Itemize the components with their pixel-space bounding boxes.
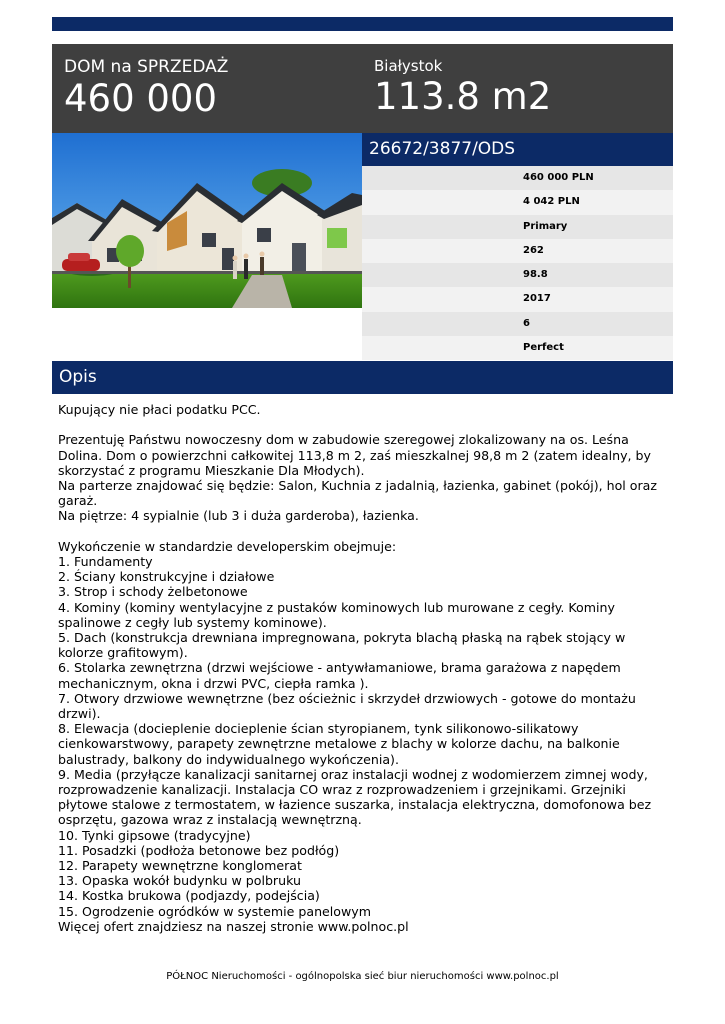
spec-row-market xyxy=(362,215,673,239)
description-line: 15. Ogrodzenie ogródków w systemie panelowym xyxy=(58,903,372,919)
listing-reference: 26672/3877/ODS xyxy=(362,133,673,166)
listing-city: Białystok xyxy=(374,57,443,75)
description-line: 10. Tynki gipsowe (tradycyjne) xyxy=(58,827,251,843)
description-line: 8. Elewacja (docieplenie docieplenie ścian styropianem, tynk silikonowo-silikatowy cienkowarstwowy, parapety zewnętrzne metalowe z blachy w kolorze dachu, na balkonie balustrady, balkony do indywidualnego wykończenia). xyxy=(58,721,620,767)
spec-table xyxy=(362,166,673,360)
description-text xyxy=(58,402,670,934)
spec-row-price-per-m2 xyxy=(362,190,673,214)
listing-area: 113.8 m2 xyxy=(374,75,552,118)
description-line: 9. Media (przyłącze kanalizacji sanitarnej oraz instalacji wodnej z wodomierzem zimnej wody, rozprowadzenie kanalizacji. Instalacja CO wraz z rozprowadzeniem i grzejnikami. Grzejniki płytowe stalowe z termostatem, w łazience suszarka, instalacja elektryczna, domofonowa bez osprzętu, gazowa wraz z instalacją wewnętrzną. xyxy=(58,766,652,828)
description-line xyxy=(58,524,670,539)
description-line: 11. Posadzki (podłoża betonowe bez podłóg) xyxy=(58,842,340,858)
description-line: 2. Ściany konstrukcyjne i działowe xyxy=(58,569,275,585)
spec-row-lot xyxy=(362,239,673,263)
spec-value: 262 xyxy=(523,244,544,256)
property-photo xyxy=(52,133,362,308)
description-line: Na piętrze: 4 sypialnie (lub 3 i duża garderoba), łazienka. xyxy=(58,508,419,524)
description-line: Wykończenie w standardzie developerskim obejmuje: xyxy=(58,538,397,554)
page-footer: PÓŁNOC Nieruchomości - ogólnopolska sieć biur nieruchomości www.polnoc.pl xyxy=(166,971,559,982)
description-line: Więcej ofert znajdziesz na naszej stronie www.polnoc.pl xyxy=(58,918,409,934)
description-line: 13. Opaska wokół budynku w polbruku xyxy=(58,873,301,889)
spec-value: Primary xyxy=(523,220,568,232)
description-line: 12. Parapety wewnętrzne konglomerat xyxy=(58,858,302,874)
header-left xyxy=(64,56,228,120)
top-accent-bar xyxy=(52,17,673,31)
spec-value: Perfect xyxy=(523,342,564,354)
spec-row-condition xyxy=(362,336,673,360)
spec-value: 2017 xyxy=(523,293,551,305)
spec-value: 98.8 xyxy=(523,269,548,281)
description-line: Prezentuję Państwu nowoczesny dom w zabudowie szeregowej zlokalizowany na os. Leśna Dolina. Dom o powierzchni całkowitej 113,8 m 2, zaś mieszkalnej 98,8 m 2 (zatem idealny, by skorzystać z programu Mieszkanie Dla Młodych). xyxy=(58,432,651,478)
header-right xyxy=(374,56,551,118)
description-line: 4. Kominy (kominy wentylacyjne z pustaków kominowych lub murowane z cegły. Kominy spalinowe z cegły lub systemy kominowe). xyxy=(58,599,615,630)
description-line: 1. Fundamenty xyxy=(58,554,153,569)
listing-header xyxy=(52,44,673,133)
description-line: 7. Otwory drzwiowe wewnętrzne (bez ościeżnic i skrzydeł drzwiowych - gotowe do montażu drzwi). xyxy=(58,690,636,722)
spec-row-price xyxy=(362,166,673,190)
description-line: 3. Strop i schody żelbetonowe xyxy=(58,584,248,600)
description-line: Kupujący nie płaci podatku PCC. xyxy=(58,402,261,417)
spec-row-living-area xyxy=(362,263,673,287)
description-line: 5. Dach (konstrukcja drewniana impregnowana, pokryta blachą płaską na rąbek stojący w kolorze grafitowym). xyxy=(58,630,626,661)
listing-type: DOM na SPRZEDAŻ xyxy=(64,57,229,77)
description-line: 6. Stolarka zewnętrzna (drzwi wejściowe - antywłamaniowe, brama garażowa z napędem mechanicznym, okna i drzwi PVC, ciepła ramka ). xyxy=(58,660,621,691)
section-title-description: Opis xyxy=(52,361,673,394)
spec-row-rooms xyxy=(362,312,673,336)
description-line: 14. Kostka brukowa (podjazdy, podejścia) xyxy=(58,888,320,904)
description-line: Na parterze znajdować się będzie: Salon, Kuchnia z jadalnią, łazienka, gabinet (pokój), hol oraz garaż. xyxy=(58,478,658,509)
spec-value: 460 000 PLN xyxy=(523,172,594,183)
spec-row-year xyxy=(362,287,673,311)
spec-value: 6 xyxy=(523,317,530,329)
description-line xyxy=(58,417,670,432)
listing-price: 460 000 xyxy=(64,77,218,120)
spec-value: 4 042 PLN xyxy=(523,196,580,208)
